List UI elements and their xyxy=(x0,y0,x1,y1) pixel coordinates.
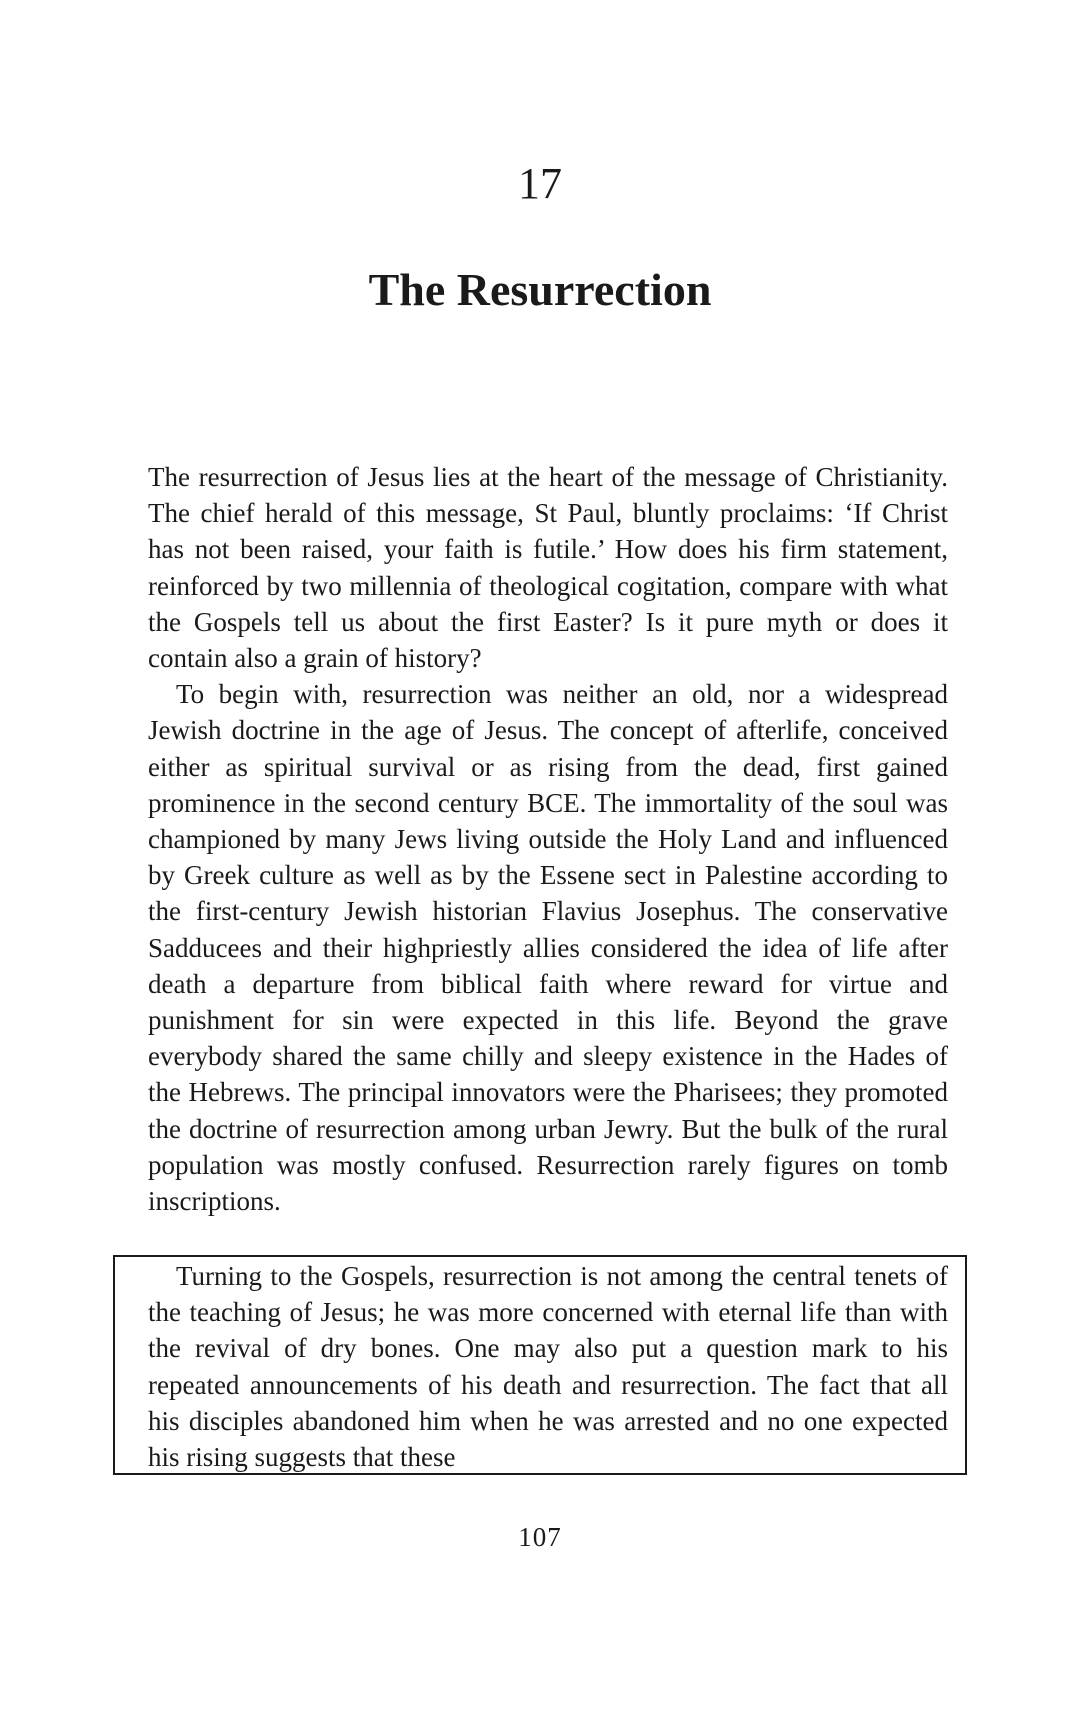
chapter-number: 17 xyxy=(518,159,562,208)
page-number: 107 xyxy=(518,1522,562,1552)
chapter-title: The Resurrection xyxy=(368,264,712,315)
paragraph-2: To begin with, resurrection was neither an old, nor a widespread Jewish doctrine in the age of Jesus. The concept of afterlife, conceived either as spiritual survival or as rising from the dead, first gained prominence in the second century BCE. The immortality of the soul was championed by many Jews living outside the Holy Land and influenced by Greek culture as well as by the Essene sect in Palestine according to the first-century Jewish historian Flavius Josephus. The conservative Sadducees and their highpriestly allies considered the idea of life after death a departure from biblical faith where reward for virtue and punishment for sin were expected in this life. Beyond the grave everybody shared the same chilly and sleepy existence in the Hades of the Hebrews. The principal innovators were the Pharisees; they promoted the doctrine of resurrection among urban Jewry. But the bulk of the rural population was mostly confused. Resurrection rarely figures on tomb inscriptions. xyxy=(148,679,948,1217)
body-text xyxy=(148,459,948,1219)
paragraph-1: The resurrection of Jesus lies at the heart of the message of Christianity. The chief herald of this message, St Paul, bluntly proclaims: ‘If Christ has not been raised, your faith is futile.’ How does his firm statement, reinforced by two millennia of theological cogitation, compare with what the Gospels tell us about the first Easter? Is it pure myth or does it contain also a grain of history? xyxy=(148,462,948,674)
highlighted-paragraph: Turning to the Gospels, resurrection is not among the central tenets of the teaching of Jesus; he was more concerned with eternal life than with the revival of dry bones. One may also put a question mark to his repeated announcements of his death and resurrection. The fact that all his disciples abandoned him when he was arrested and no one expected his rising suggests that these xyxy=(148,1261,948,1473)
